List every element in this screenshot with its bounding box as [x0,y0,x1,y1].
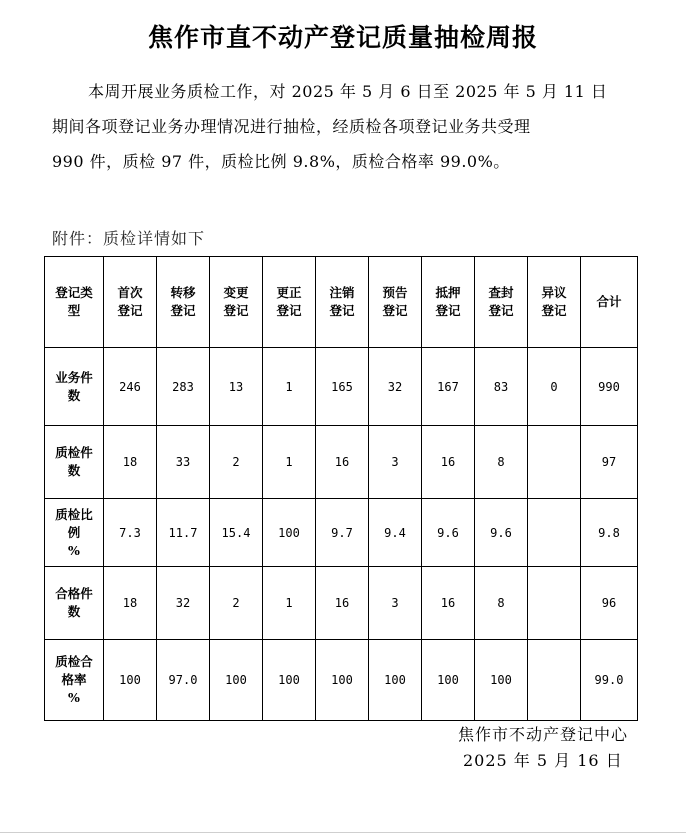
table-cell: 2 [210,567,263,640]
table-cell [528,640,581,721]
table-cell: 96 [581,567,638,640]
row-header [45,426,104,499]
column-header [422,257,475,348]
table-cell: 32 [157,567,210,640]
table-cell: 7.3 [104,499,157,567]
table-cell: 1 [263,567,316,640]
table-cell: 165 [316,348,369,426]
cell-line: 格率 [61,672,87,687]
cell-line: 登记 [223,303,249,318]
table-cell: 3 [369,567,422,640]
page-bottom-rule [0,832,686,833]
table-cell: 33 [157,426,210,499]
table-cell: 32 [369,348,422,426]
column-header [369,257,422,348]
table-row [45,640,638,721]
table-cell: 15.4 [210,499,263,567]
cell-line: % [68,542,80,558]
table-cell: 3 [369,426,422,499]
cell-line: 质检合 [55,654,93,669]
table-row [45,567,638,640]
inspection-table [44,256,638,721]
table-row [45,499,638,567]
cell-line: 变更 [223,285,249,300]
table-cell: 97.0 [157,640,210,721]
table-cell: 100 [422,640,475,721]
column-header [210,257,263,348]
cell-line: % [68,690,80,705]
table-cell: 8 [475,567,528,640]
cell-line: 数 [67,604,81,619]
cell-line: 预告 [382,285,408,300]
cell-line: 登记 [117,303,143,318]
table-cell [528,426,581,499]
table-cell: 9.4 [369,499,422,567]
cell-line: 数 [67,463,81,478]
column-header [316,257,369,348]
report-title: 焦作市直不动产登记质量抽检周报 [147,23,538,52]
table-cell: 0 [528,348,581,426]
table-cell: 99.0 [581,640,638,721]
table-cell: 97 [581,426,638,499]
table-cell: 1 [263,426,316,499]
column-header [104,257,157,348]
table-cell: 16 [422,426,475,499]
table-cell: 11.7 [157,499,210,567]
row-header [45,640,104,721]
cell-line: 登记 [329,303,355,318]
table-cell: 18 [104,426,157,499]
table-row [45,348,638,426]
cell-line: 型 [67,303,81,318]
table-cell: 100 [316,640,369,721]
column-header [528,257,581,348]
cell-line: 更正 [276,285,302,300]
cell-line: 登记 [276,303,302,318]
cell-line: 注销 [329,285,355,300]
table-cell: 9.8 [581,499,638,567]
cell-line: 质检比 [55,506,93,522]
column-header [45,257,104,348]
column-header [263,257,316,348]
table-cell [528,499,581,567]
table-cell: 100 [210,640,263,721]
cell-line: 抵押 [435,285,461,300]
table-cell: 283 [157,348,210,426]
issue-date: 2025 年 5 月 16 日 [463,751,623,770]
cell-line: 登记 [435,303,461,318]
intro-line-3: 990 件，质检 97 件，质检比例 9.8%，质检合格率 99.0%。 [52,152,510,171]
table-cell: 990 [581,348,638,426]
row-header [45,499,104,567]
issuer-org: 焦作市不动产登记中心 [457,725,628,744]
attachment-note: 附件：质检详情如下 [52,229,206,248]
column-header [157,257,210,348]
table-cell: 100 [263,640,316,721]
table-cell: 2 [210,426,263,499]
table-cell: 167 [422,348,475,426]
table-cell: 1 [263,348,316,426]
table-cell: 16 [422,567,475,640]
table-cell [528,567,581,640]
intro-paragraph [52,74,637,179]
cell-line: 质检件 [55,445,93,460]
table-cell: 100 [104,640,157,721]
table-cell: 100 [369,640,422,721]
intro-line-1: 本周开展业务质检工作，对 2025 年 5 月 6 日至 2025 年 5 月 11 日 [88,82,608,101]
cell-line: 登记 [541,303,567,318]
table-cell: 16 [316,426,369,499]
row-header [45,567,104,640]
table-cell: 8 [475,426,528,499]
table-cell: 18 [104,567,157,640]
table-header-row [45,257,638,348]
cell-line: 登记类 [55,285,93,300]
table-row [45,426,638,499]
row-header [45,348,104,426]
cell-line: 合计 [596,294,622,309]
cell-line: 数 [67,387,81,403]
cell-line: 业务件 [55,369,93,385]
table-cell: 100 [263,499,316,567]
cell-line: 首次 [117,285,143,300]
intro-line-2: 期间各项登记业务办理情况进行抽检，经质检各项登记业务共受理 [52,117,531,136]
column-header [581,257,638,348]
cell-line: 例 [67,524,81,540]
table-cell: 16 [316,567,369,640]
table-cell: 100 [475,640,528,721]
cell-line: 登记 [488,303,514,318]
cell-line: 合格件 [55,586,93,601]
cell-line: 查封 [488,285,514,300]
table-cell: 83 [475,348,528,426]
table-cell: 246 [104,348,157,426]
cell-line: 转移 [170,285,196,300]
table-cell: 9.6 [475,499,528,567]
cell-line: 登记 [170,303,196,318]
table-cell: 13 [210,348,263,426]
cell-line: 异议 [541,285,567,300]
column-header [475,257,528,348]
cell-line: 登记 [382,303,408,318]
table-cell: 9.6 [422,499,475,567]
table-cell: 9.7 [316,499,369,567]
